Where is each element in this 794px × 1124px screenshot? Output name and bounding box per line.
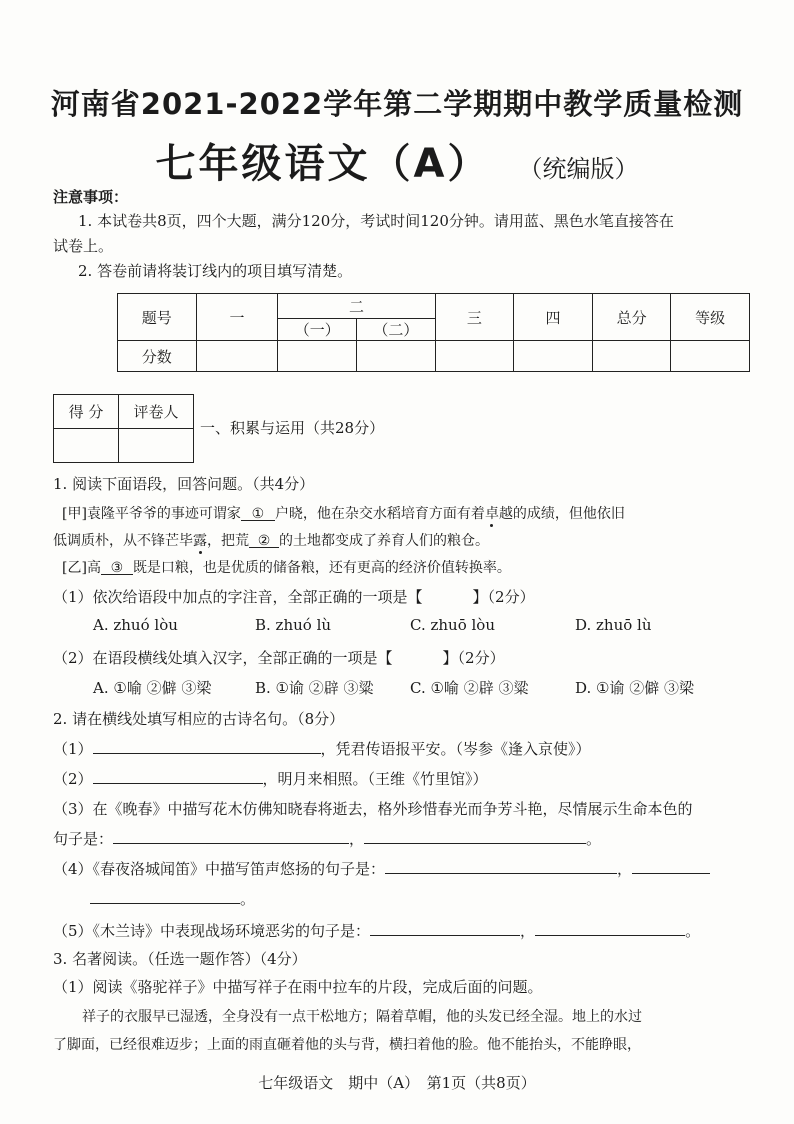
punctuation: 。 — [240, 890, 256, 908]
section-1-title: 一、积累与运用（共28分） — [200, 419, 385, 437]
q1-1-option-d[interactable]: D. zhuō lù — [575, 616, 652, 634]
q2-2-text: ，明月来相照。（王维《竹里馆》） — [262, 770, 488, 788]
col-grade: 等级 — [671, 294, 750, 341]
punctuation: ， — [617, 860, 633, 878]
q2-line-2 — [53, 768, 488, 789]
blank-marker-1: ① — [251, 506, 265, 522]
q2-1-blank[interactable] — [93, 739, 321, 754]
q2-line-5 — [53, 920, 700, 941]
q1-stem: 1. 阅读下面语段，回答问题。（共4分） — [53, 475, 315, 493]
score-cell[interactable] — [435, 341, 514, 372]
q1-2-option-c[interactable]: C. ①喻 ②辟 ③粱 — [410, 679, 529, 697]
q1-passage-yi — [62, 557, 511, 577]
q2-3-blank-1[interactable] — [113, 829, 349, 844]
grader-score-cell[interactable] — [54, 429, 119, 463]
q2-5-blank-1[interactable] — [370, 921, 520, 936]
edition-label: （统编版） — [530, 155, 639, 183]
q2-3-text: 句子是： — [53, 830, 114, 848]
q2-1-number: （1） — [53, 740, 93, 758]
q1-sub2 — [53, 647, 505, 668]
score-cell[interactable] — [514, 341, 593, 372]
score-cell[interactable] — [671, 341, 750, 372]
q2-3-blank-2[interactable] — [364, 829, 586, 844]
q1-sub1 — [53, 586, 535, 607]
exam-title: 河南省2021-2022学年第二学期期中教学质量检测 — [50, 87, 744, 121]
passage-text: 高 — [86, 560, 101, 576]
q2-line-3-cont — [53, 828, 601, 849]
q3-sub1: （1）阅读《骆驼祥子》中描写祥子在雨中拉车的片段，完成后面的问题。 — [53, 978, 543, 996]
dotted-char-1: 卓 — [484, 506, 499, 522]
q2-line-4 — [53, 858, 710, 879]
blank-marker-2: ② — [257, 533, 271, 549]
grader-score-label: 得 分 — [54, 395, 119, 429]
passage-text: 袁隆平爷爷的事迹可谓家 — [86, 506, 241, 522]
grader-name-label: 评卷人 — [119, 395, 194, 429]
punctuation: 。 — [685, 922, 701, 940]
punctuation: ， — [349, 830, 365, 848]
passage-text: 越的成绩，但他依旧 — [498, 506, 625, 522]
col-section-4: 四 — [514, 294, 593, 341]
q2-2-number: （2） — [53, 770, 93, 788]
q2-5-text: （5）《木兰诗》中表现战场环境恶劣的句子是： — [53, 922, 371, 940]
q3-stem: 3. 名著阅读。（任选一题作答）（4分） — [53, 950, 307, 968]
page-footer: 七年级语文 期中（A） 第1页（共8页） — [258, 1074, 536, 1092]
q1-1-option-b[interactable]: B. zhuó lù — [255, 616, 332, 634]
q1-2-option-b[interactable]: B. ①谕 ②辟 ③粱 — [255, 679, 374, 697]
grader-box — [53, 394, 194, 463]
q1-sub2-text: （2）在语段横线处填入汉字，全部正确的一项是【 — [53, 649, 393, 667]
notice-item-1: 1. 本试卷共8页，四个大题，满分120分，考试时间120分钟。请用蓝、黑色水笔直接答在 — [78, 212, 674, 230]
q3-passage-line-2: 了脚面，已经很难迈步；上面的雨直砸着他的头与背，横扫着他的脸。他不能抬头，不能睁眼， — [53, 1037, 641, 1053]
score-cell[interactable] — [357, 341, 436, 372]
col-section-1: 一 — [196, 294, 278, 341]
q2-line-4-cont — [90, 888, 255, 909]
passage-text: 的土地都变成了养育人们的粮仓。 — [279, 533, 489, 549]
subject-title — [0, 132, 794, 189]
score-table — [117, 293, 750, 372]
q2-5-blank-2[interactable] — [535, 921, 685, 936]
blank-2[interactable] — [249, 533, 279, 548]
notice-item-1-cont: 试卷上。 — [53, 237, 114, 255]
blank-marker-3: ③ — [110, 560, 124, 576]
q2-line-3: （3）在《晚春》中描写花木仿佛知晓春将逝去，格外珍惜春光而争芳斗艳，尽情展示生命本色的 — [53, 800, 693, 818]
punctuation: 。 — [586, 830, 602, 848]
subject-main-title: 七年级语文（A） — [155, 141, 491, 187]
q2-4-blank-1[interactable] — [385, 859, 617, 874]
passage-label-jia: [甲] — [62, 506, 87, 522]
q3-passage-line-1: 祥子的衣服早已湿透，全身没有一点干松地方；隔着草帽，他的头发已经全湿。地上的水过 — [82, 1009, 642, 1025]
passage-label-yi: [乙] — [62, 560, 87, 576]
blank-3[interactable] — [101, 560, 133, 575]
q2-4-text: （4）《春夜洛城闻笛》中描写笛声悠扬的句子是： — [53, 860, 386, 878]
q2-1-text: ，凭君传语报平安。（岑参《逢入京使》） — [320, 740, 591, 758]
row-label-question: 题号 — [118, 294, 197, 341]
passage-text: ，把荒 — [207, 533, 249, 549]
q1-sub2-points: 】（2分） — [442, 649, 505, 667]
notice-item-2: 2. 答卷前请将装订线内的项目填写清楚。 — [78, 262, 353, 280]
q2-2-blank[interactable] — [93, 769, 263, 784]
blank-1[interactable] — [241, 506, 275, 521]
passage-text: 既是口粮，也是优质的储备粮，还有更高的经济价值转换率。 — [132, 560, 511, 576]
notice-heading: 注意事项： — [53, 188, 129, 206]
passage-text: 低调质朴，从不锋芒毕 — [53, 533, 193, 549]
score-cell[interactable] — [278, 341, 357, 372]
q1-sub1-text: （1）依次给语段中加点的字注音，全部正确的一项是【 — [53, 588, 423, 606]
grader-name-cell[interactable] — [119, 429, 194, 463]
q1-passage-jia-line2 — [53, 530, 489, 550]
q1-passage-jia — [62, 503, 625, 523]
col-total: 总分 — [592, 294, 671, 341]
q1-2-option-a[interactable]: A. ①喻 ②僻 ③梁 — [93, 679, 212, 697]
score-cell[interactable] — [592, 341, 671, 372]
row-label-score: 分数 — [118, 341, 197, 372]
col-section-2-part-2: （二） — [357, 319, 436, 341]
col-section-3: 三 — [435, 294, 514, 341]
q1-1-option-a[interactable]: A. zhuó lòu — [93, 616, 178, 634]
q2-4-blank-2[interactable] — [632, 859, 710, 874]
score-cell[interactable] — [196, 341, 278, 372]
q1-sub1-points: 】（2分） — [472, 588, 535, 606]
dotted-char-2: 露 — [193, 533, 207, 549]
q2-stem: 2. 请在横线处填写相应的古诗名句。（8分） — [53, 710, 345, 728]
q2-line-1 — [53, 738, 591, 759]
q1-2-option-d[interactable]: D. ①谕 ②僻 ③梁 — [575, 679, 695, 697]
punctuation: ， — [520, 922, 536, 940]
col-section-2: 二 — [278, 294, 435, 319]
q2-4-blank-2-cont[interactable] — [90, 889, 240, 904]
passage-text: 户晓，他在杂交水稻培育方面有着 — [274, 506, 485, 522]
q1-1-option-c[interactable]: C. zhuō lòu — [410, 616, 495, 634]
col-section-2-part-1: （一） — [278, 319, 357, 341]
